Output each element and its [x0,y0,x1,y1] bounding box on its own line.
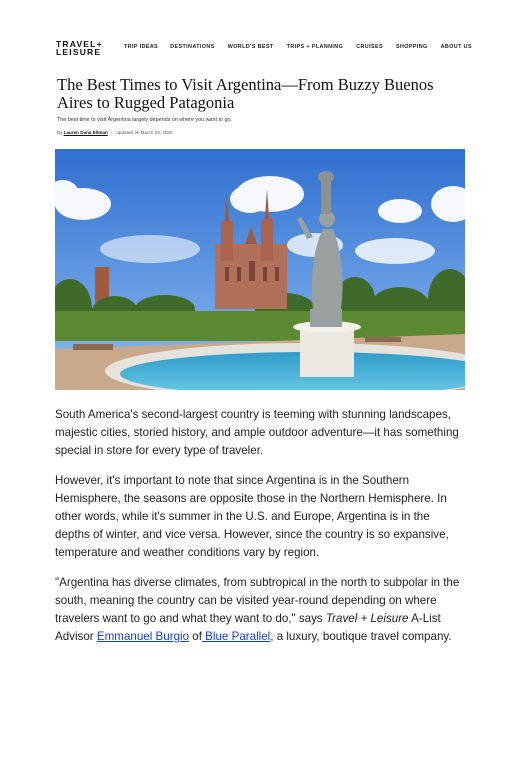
nav-cruises[interactable]: CRUISES [356,44,383,50]
nav-destinations[interactable]: DESTINATIONS [170,44,215,50]
p3-publication: Travel + Leisure [325,612,409,625]
byline-prefix: By [57,130,63,135]
nav-worlds-best[interactable]: WORLD'S BEST [227,44,274,50]
site-header [0,32,520,62]
nav-trips-planning[interactable]: TRIPS + PLANNING [286,44,344,50]
article-title: The Best Times to Visit Argentina—From Buzzy Buenos Aires to Rugged Patagonia [57,75,434,112]
article-body [55,406,467,658]
main-nav [124,44,472,50]
updated-date: Updated on March 24, 2025 [115,130,173,135]
site-logo[interactable] [56,40,112,56]
hero-image [55,149,465,390]
advisor-link[interactable]: Emmanuel Burgio [96,630,190,643]
paragraph-1: South America's second-largest country is teeming with stunning landscapes, majestic cities, storied history, and ample outdoor adventure—it has something special in store for every type of traveler. [55,408,459,457]
logo-line-1: TRAVEL+ [56,39,103,49]
p3-text-b: A-List Advisor [55,612,441,643]
byline-separator: | [111,130,113,135]
nav-trip-ideas[interactable]: TRIP IDEAS [124,44,159,50]
hero-illustration [55,149,465,390]
p3-text-a: "Argentina has diverse climates, from subtropical in the north to subpolar in the south, meaning the country can be visited year-round depending on where travelers want to go and what they want to do," says [55,576,460,625]
article-byline [57,130,173,135]
nav-shopping[interactable]: SHOPPING [395,44,428,50]
author-link[interactable]: Lauren Dana Ellman [63,130,108,135]
paragraph-2: However, it's important to note that since Argentina is in the Southern Hemisphere, the seasons are opposite those in the Northern Hemisphere. In other words, while it's summer in the U.S. and Europe, Argentina is in the depths of winter, and vice versa. However, since the country is so expansive, temperature and weather conditions vary by region. [55,474,449,559]
nav-about-us[interactable]: ABOUT US [440,44,472,50]
paragraph-3 [55,574,467,646]
article-dek: The best time to visit Argentina largely depends on where you want to go. [57,117,232,123]
company-link[interactable]: Blue Parallel [201,630,271,643]
p3-text-d: , a luxury, boutique travel company. [270,630,452,643]
p3-text-c: of [189,630,202,643]
logo-line-2: LEISURE [56,47,102,57]
